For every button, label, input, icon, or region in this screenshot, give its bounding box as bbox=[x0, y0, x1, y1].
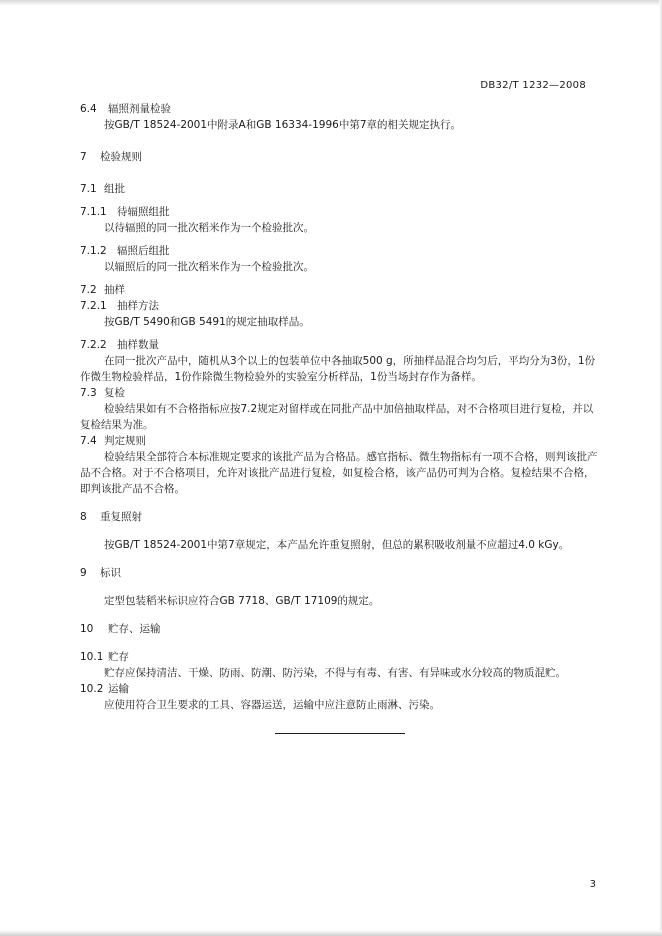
section-7-2-1-heading bbox=[80, 298, 600, 314]
section-7-3-text: 检验结果如有不合格指标应按7.2规定对留样或在同批产品中加倍抽取样品，对不合格项目进行复检，并以复检结果为准。 bbox=[80, 403, 594, 431]
section-title: 抽样 bbox=[104, 284, 125, 296]
section-7-4-text: 检验结果全部符合本标准规定要求的该批产品为合格品。感官指标、微生物指标有一项不合格，则判该批产品不合格。对于不合格项目，允许对该批产品进行复检，如复检合格，该产品仍可判为合格。复检结果不合格，即判该批产品不合格。 bbox=[80, 451, 598, 495]
page-number: 3 bbox=[589, 879, 596, 890]
section-number: 7.1.1 bbox=[80, 206, 107, 218]
section-7-4-heading bbox=[80, 433, 600, 449]
section-number: 7.3 bbox=[80, 387, 97, 399]
section-8-heading bbox=[80, 509, 600, 525]
section-number: 7 bbox=[80, 151, 87, 163]
section-title: 判定规则 bbox=[104, 435, 146, 447]
document-code: DB32/T 1232—2008 bbox=[480, 80, 586, 91]
section-number: 7.4 bbox=[80, 435, 97, 447]
section-title: 组批 bbox=[104, 183, 125, 195]
section-title: 抽样方法 bbox=[117, 300, 159, 312]
section-title: 复检 bbox=[104, 387, 125, 399]
section-title: 检验规则 bbox=[100, 151, 142, 163]
section-9-heading bbox=[80, 565, 600, 581]
section-10-2-text: 应使用符合卫生要求的工具、容器运送，运输中应注意防止雨淋、污染。 bbox=[104, 699, 440, 711]
section-7-heading bbox=[80, 149, 600, 165]
section-number: 7.1 bbox=[80, 183, 97, 195]
section-7-3-heading bbox=[80, 385, 600, 401]
section-title: 标识 bbox=[100, 567, 121, 579]
section-7-2-2-heading bbox=[80, 337, 600, 353]
section-10-1-heading bbox=[80, 649, 600, 665]
section-number: 7.2 bbox=[80, 284, 97, 296]
section-number: 7.1.2 bbox=[80, 245, 107, 257]
section-7-2-2-text: 在同一批次产品中，随机从3个以上的包装单位中各抽取500 g，所抽样品混合均匀后，平均分为3份，1份作微生物检验样品，1份作除微生物检验外的实验室分析样品，1份当场封存作为备样。 bbox=[80, 355, 596, 383]
section-number: 8 bbox=[80, 511, 87, 523]
section-10-heading bbox=[80, 621, 600, 637]
document-body bbox=[80, 101, 600, 713]
scan-edge-bottom bbox=[0, 930, 662, 936]
section-number: 10.2 bbox=[80, 683, 104, 695]
section-number: 10.1 bbox=[80, 651, 104, 663]
section-number: 7.2.1 bbox=[80, 300, 107, 312]
section-title: 重复照射 bbox=[100, 511, 142, 523]
section-number: 7.2.2 bbox=[80, 339, 107, 351]
section-title: 待辐照组批 bbox=[117, 206, 170, 218]
section-title: 辐照剂量检验 bbox=[108, 103, 171, 115]
section-7-1-1-text: 以待辐照的同一批次稻米作为一个检验批次。 bbox=[104, 222, 314, 234]
scan-edge-top bbox=[0, 0, 662, 6]
end-of-text-rule bbox=[275, 733, 405, 734]
section-7-1-heading bbox=[80, 181, 600, 197]
section-title: 贮存、运输 bbox=[108, 623, 161, 635]
section-10-2-heading bbox=[80, 681, 600, 697]
section-title: 运输 bbox=[108, 683, 129, 695]
section-7-1-1-heading bbox=[80, 204, 600, 220]
section-7-1-2-text: 以辐照后的同一批次稻米作为一个检验批次。 bbox=[104, 261, 314, 273]
section-number: 9 bbox=[80, 567, 87, 579]
section-7-2-heading bbox=[80, 282, 600, 298]
section-7-1-2-heading bbox=[80, 243, 600, 259]
section-9-text: 定型包装稻米标识应符合GB 7718、GB/T 17109的规定。 bbox=[104, 595, 380, 607]
section-title: 贮存 bbox=[108, 651, 129, 663]
section-6-4-text: 按GB/T 18524-2001中附录A和GB 16334-1996中第7章的相关规定执行。 bbox=[104, 119, 461, 131]
section-8-text: 按GB/T 18524-2001中第7章规定，本产品允许重复照射，但总的累积吸收剂量不应超过4.0 kGy。 bbox=[104, 539, 570, 551]
section-6-4-heading bbox=[80, 101, 600, 117]
section-10-1-text: 贮存应保持清洁、干燥、防雨、防潮、防污染，不得与有毒、有害、有异味或水分较高的物质混贮。 bbox=[104, 667, 566, 679]
section-7-2-1-text: 按GB/T 5490和GB 5491的规定抽取样品。 bbox=[104, 316, 310, 328]
section-title: 抽样数量 bbox=[117, 339, 159, 351]
section-number: 6.4 bbox=[80, 103, 97, 115]
section-number: 10 bbox=[80, 623, 94, 635]
section-title: 辐照后组批 bbox=[117, 245, 170, 257]
